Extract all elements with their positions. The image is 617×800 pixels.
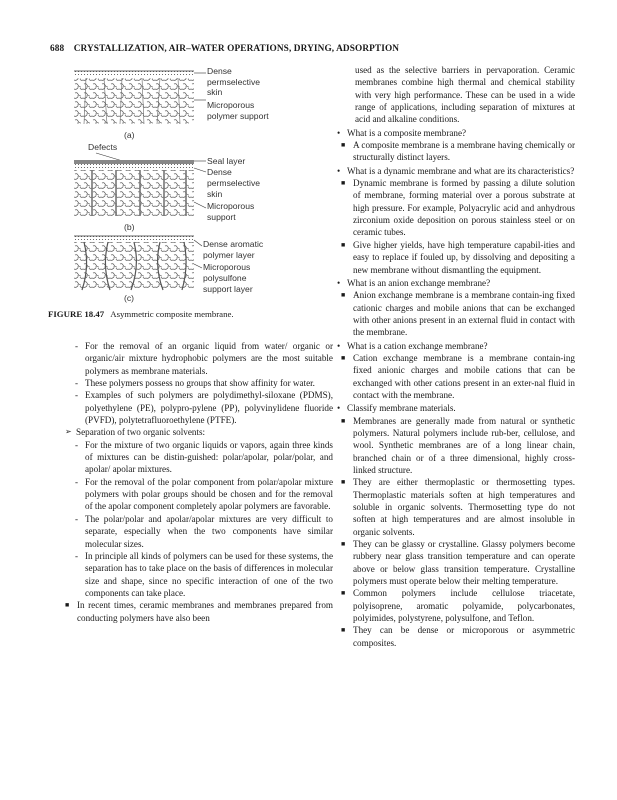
- left-column: [57, 340, 333, 624]
- right-column-paragraph: [337, 476, 575, 538]
- paragraph-text: used as the selective barriers in pervaporation. Ceramic membranes combine high thermal and chemical stability with very high performance. These can be used in a wide range of applications, including separation of mixtures at acid and alkaline conditions.: [355, 65, 575, 125]
- right-column-paragraph: [337, 127, 575, 139]
- panel-b-label-skin: skin: [207, 189, 223, 199]
- bullet-marker: •: [337, 165, 341, 176]
- right-column-paragraph: [337, 624, 575, 649]
- right-column-paragraph: [337, 165, 575, 177]
- bullet-marker: -: [75, 341, 79, 351]
- right-column-paragraph: [337, 177, 575, 239]
- right-column-paragraph: [337, 277, 575, 289]
- panel-a-label-4: Microporous: [207, 100, 255, 110]
- left-column-paragraph: [57, 599, 333, 624]
- panel-b-label-support: support: [207, 212, 236, 222]
- panel-b-label-defects: Defects: [88, 142, 118, 152]
- paragraph-text: Cation exchange membrane is a membrane contain-ing fixed anionic charges and mobile cations that can be exchanged with other cations present in an exter-nal fluid in contact with the membrane.: [353, 352, 575, 400]
- panel-b-tag: (b): [124, 222, 135, 232]
- panel-c-diagram: [74, 236, 202, 290]
- bullet-marker: •: [337, 127, 341, 138]
- figure-caption-label: FIGURE 18.47: [48, 309, 105, 319]
- paragraph-text: Separation of two organic solvents:: [76, 427, 206, 438]
- panel-a-diagram: [74, 71, 206, 124]
- right-column: [337, 64, 575, 649]
- left-column-paragraph: [57, 340, 333, 377]
- bullet-marker: ■: [341, 141, 346, 150]
- right-column-paragraph: [337, 402, 575, 414]
- paragraph-text: Anion exchange membrane is a membrane contain-ing fixed cationic charges and mobile anions that can be exchanged with other anions present in an external fluid in contact with the membrane.: [353, 290, 575, 338]
- panel-a-label-3: skin: [207, 87, 223, 97]
- paragraph-text: What is a cation exchange membrane?: [347, 340, 488, 351]
- panel-c-label-4: polysulfone: [203, 273, 247, 283]
- panel-b-label-permselective: permselective: [207, 178, 261, 188]
- bullet-marker: ■: [341, 240, 346, 249]
- bullet-marker: •: [337, 403, 341, 414]
- bullet-marker: ■: [341, 353, 346, 362]
- paragraph-text: These polymers possess no groups that show affinity for water.: [85, 378, 315, 389]
- panel-b-label-microporous: Microporous: [207, 201, 255, 211]
- panel-c-label-2: polymer layer: [203, 250, 255, 260]
- bullet-marker: ■: [341, 291, 346, 300]
- paragraph-text: Common polymers include cellulose triacetate, polyisoprene, aromatic polyamide, polycarbonates, polyimides, polystyrene, polysulfone, and Teflon.: [353, 588, 575, 624]
- bullet-marker: ■: [341, 478, 346, 487]
- right-column-paragraph: [337, 415, 575, 477]
- left-column-paragraph: [57, 377, 333, 389]
- figure-caption: [48, 309, 338, 319]
- running-title: CRYSTALLIZATION, AIR–WATER OPERATIONS, DRYING, ADSORPTION: [73, 44, 400, 54]
- running-header: [50, 44, 570, 54]
- bullet-marker: -: [75, 550, 79, 561]
- paragraph-text: They can be glassy or crystalline. Glassy polymers become rubbery near glass transition temperature and can operate above or below glass transition temperature. Crystalline polymers must operate below their melting temperature.: [353, 539, 575, 587]
- bullet-marker: ➢: [65, 427, 72, 437]
- left-column-paragraph: [57, 439, 333, 476]
- bullet-marker: •: [337, 277, 341, 288]
- left-column-paragraph: [57, 389, 333, 426]
- left-column-paragraph: [57, 476, 333, 513]
- paragraph-text: What is a dynamic membrane and what are its characteristics?: [347, 165, 575, 176]
- bullet-marker: ■: [341, 540, 346, 549]
- panel-c-tag: (c): [124, 293, 135, 303]
- panel-c-label-5: support layer: [203, 284, 253, 294]
- panel-a-label-1: Dense: [207, 66, 232, 76]
- left-column-paragraph: [57, 550, 333, 599]
- bullet-marker: -: [75, 513, 79, 524]
- right-column-paragraph: [337, 352, 575, 401]
- paragraph-text: Examples of such polymers are polydimethyl-siloxane (PDMS), polyethylene (PE), polypro-pylene (PP), polyvinylidene fluoride (PVFD), polytetrafluoroethylene (PTFE).: [85, 390, 333, 426]
- paragraph-text: The polar/polar and apolar/apolar mixtures are very difficult to separate, especially when the two components have similar molecular sizes.: [85, 513, 333, 549]
- right-column-paragraph: [337, 538, 575, 587]
- bullet-marker: ■: [341, 179, 346, 188]
- panel-a-tag: (a): [124, 130, 135, 140]
- bullet-marker: •: [337, 340, 341, 351]
- right-column-paragraph: [337, 139, 575, 164]
- paragraph-text: Membranes are generally made from natural or synthetic polymers. Natural polymers include rub-ber, cellulose, and wool. Synthetic membranes are of a long linear chain, branched chain or of a three dimensional, highly cross-linked structure.: [353, 415, 575, 475]
- right-column-paragraph: [337, 64, 575, 126]
- membrane-figure: [56, 64, 321, 306]
- right-column-paragraph: [337, 587, 575, 624]
- paragraph-text: They are either thermoplastic or thermosetting types. Thermoplastic materials soften at high temperatures and soluble in organic solvents. Thermosetting type do not soften at high temperatures and are almost insoluble in organic solvents.: [353, 477, 575, 537]
- paragraph-text: They can be dense or microporous or asymmetric composites.: [353, 625, 575, 648]
- panel-a-label-2: permselective: [207, 77, 261, 87]
- left-column-paragraph: [57, 426, 333, 438]
- bullet-marker: ■: [341, 626, 346, 635]
- bullet-marker: -: [75, 390, 79, 401]
- panel-b-diagram: [74, 153, 206, 216]
- right-column-paragraph: [337, 289, 575, 338]
- page-number: 688: [50, 44, 65, 54]
- bullet-marker: -: [75, 378, 79, 389]
- membrane-diagram: [56, 64, 321, 306]
- bullet-marker: -: [75, 439, 79, 450]
- paragraph-text: For the mixture of two organic liquids or vapors, again three kinds of mixtures can be distin-guished: polar/apolar, polar/polar, and apolar/ apolar mixtures.: [85, 439, 333, 475]
- paragraph-text: What is an anion exchange membrane?: [347, 277, 491, 288]
- paragraph-text: Classify membrane materials.: [347, 403, 456, 414]
- paragraph-text: A composite membrane is a membrane having chemically or structurally distinct layers.: [353, 140, 575, 163]
- paragraph-text: What is a composite membrane?: [347, 127, 467, 138]
- paragraph-text: Give higher yields, have high temperature capabil-ities and easy to replace if fouled up, by dissolving and depositing a new membrane without dismantling the equipment.: [353, 239, 575, 275]
- paragraph-text: In recent times, ceramic membranes and membranes prepared from conducting polymers have also been: [77, 600, 333, 623]
- panel-c-label-3: Microporous: [203, 262, 251, 272]
- right-column-paragraph: [337, 340, 575, 352]
- paragraph-text: For the removal of an organic liquid from water/ organic or organic/air mixture hydrophobic polymers are the most suitable polymers as membrane materials.: [85, 341, 333, 376]
- paragraph-text: Dynamic membrane is formed by passing a dilute solution of membrane, forming material over a porous substrate at high pressure. For example, Polyacrylic acid and anhydrous zirconium oxide deposition on porous stainless steel or on ceramic tubes.: [353, 178, 575, 238]
- bullet-marker: ■: [341, 416, 346, 425]
- bullet-marker: -: [75, 476, 79, 487]
- paragraph-text: For the removal of the polar component from polar/apolar mixture polymers with polar groups should be chosen and for the removal of the apolar component completely apolar polymers are favorable.: [85, 476, 333, 512]
- panel-a-label-5: polymer support: [207, 111, 269, 121]
- paragraph-text: In principle all kinds of polymers can be used for these systems, the separation has to take place on the basis of differences in molecular size and shape, since no specific interaction of one of the two components can take place.: [85, 550, 333, 598]
- panel-b-label-seal: Seal layer: [207, 156, 246, 166]
- bullet-marker: ■: [65, 601, 70, 610]
- bullet-marker: ■: [341, 589, 346, 598]
- left-column-paragraph: [57, 513, 333, 550]
- panel-c-label-1: Dense aromatic: [203, 239, 264, 249]
- figure-caption-text: Asymmetric composite membrane.: [110, 309, 234, 319]
- right-column-paragraph: [337, 239, 575, 276]
- panel-b-label-dense: Dense: [207, 167, 232, 177]
